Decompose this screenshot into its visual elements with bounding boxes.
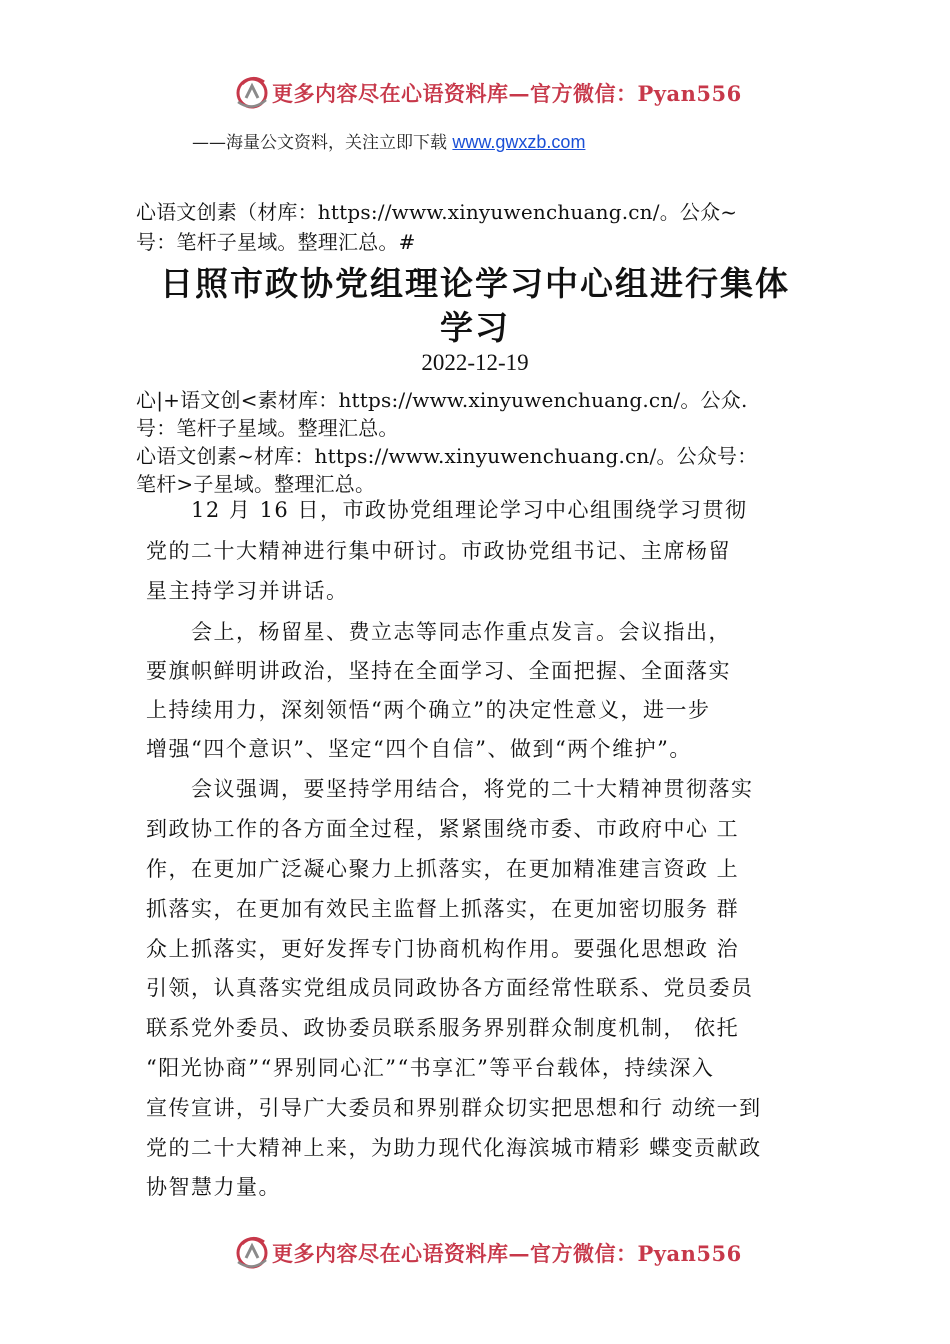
- body-line: 抓落实，在更加有效民主监督上抓落实，在更加密切服务 群: [146, 897, 740, 921]
- download-subline: [192, 128, 585, 153]
- body-line: 星主持学习并讲话。: [146, 579, 349, 603]
- body-line: 众上抓落实，更好发挥专门协商机构作用。要强化思想政 治: [146, 937, 740, 961]
- source-note-line: 笔杆>子星域。整理汇总。: [136, 472, 376, 496]
- body-line: 会上，杨留星、费立志等同志作重点发言。会议指出，: [146, 620, 731, 644]
- subline-prefix: ——海量公文资料，关注立即下载: [192, 133, 453, 153]
- website-link[interactable]: www.gwxzb.com: [452, 132, 586, 152]
- article-date: 2022-12-19: [421, 350, 529, 375]
- body-line: 协智慧力量。: [146, 1175, 281, 1199]
- body-line: “阳光协商”“界别同心汇”“书享汇”等平台载体，持续深入: [146, 1056, 715, 1080]
- header-banner: [0, 72, 950, 112]
- source-note-line: 号：笔杆子星域。整理汇总。#: [136, 230, 416, 254]
- source-note-line: 心|+语文创<素材库：https://www.xinyuwenchuang.cn/。公众.: [136, 388, 748, 412]
- source-note-line: 心语文创素~材库：https://www.xinyuwenchuang.cn/。公众号：: [136, 444, 758, 468]
- body-line: 引领，认真落实党组成员同政协各方面经常性联系、党员委员: [146, 976, 754, 1000]
- body-line: 党的二十大精神上来，为助力现代化海滨城市精彩 蝶变贡献政: [146, 1136, 762, 1160]
- body-line: 党的二十大精神进行集中研讨。市政协党组书记、主席杨留: [146, 539, 731, 563]
- body-line: 增强“四个意识”、坚定“四个自信”、做到“两个维护”。: [146, 737, 692, 761]
- source-note-line: 心语文创素（材库：https://www.xinyuwenchuang.cn/。公众~: [136, 200, 738, 224]
- article-title-line2: 学习: [440, 308, 510, 347]
- body-line: 宣传宣讲，引导广大委员和界别群众切实把思想和行 动统一到: [146, 1096, 762, 1120]
- body-line: 作，在更加广泛凝心聚力上抓落实，在更加精准建言资政 上: [146, 857, 740, 881]
- article-title-line1: 日照市政协党组理论学习中心组进行集体: [160, 264, 790, 303]
- source-note-line: 号：笔杆子星域。整理汇总。: [136, 416, 399, 440]
- header-banner-text: 更多内容尽在心语资料库—官方微信：Pyan556: [272, 81, 742, 106]
- footer-banner: [0, 1232, 950, 1272]
- body-line: 12 月 16 日，市政协党组理论学习中心组围绕学习贯彻: [146, 498, 748, 522]
- body-line: 要旗帜鲜明讲政治，坚持在全面学习、全面把握、全面落实: [146, 659, 731, 683]
- body-line: 上持续用力，深刻领悟“两个确立”的决定性意义，进一步: [146, 698, 711, 722]
- logo-icon: [232, 72, 272, 112]
- logo-icon: [232, 1232, 272, 1272]
- body-line: 联系党外委员、政协委员联系服务界别群众制度机制， 依托: [146, 1016, 740, 1040]
- body-line: 会议强调，要坚持学用结合，将党的二十大精神贯彻落实: [146, 777, 754, 801]
- footer-banner-text: 更多内容尽在心语资料库—官方微信：Pyan556: [272, 1241, 742, 1266]
- body-line: 到政协工作的各方面全过程，紧紧围绕市委、市政府中心 工: [146, 817, 740, 841]
